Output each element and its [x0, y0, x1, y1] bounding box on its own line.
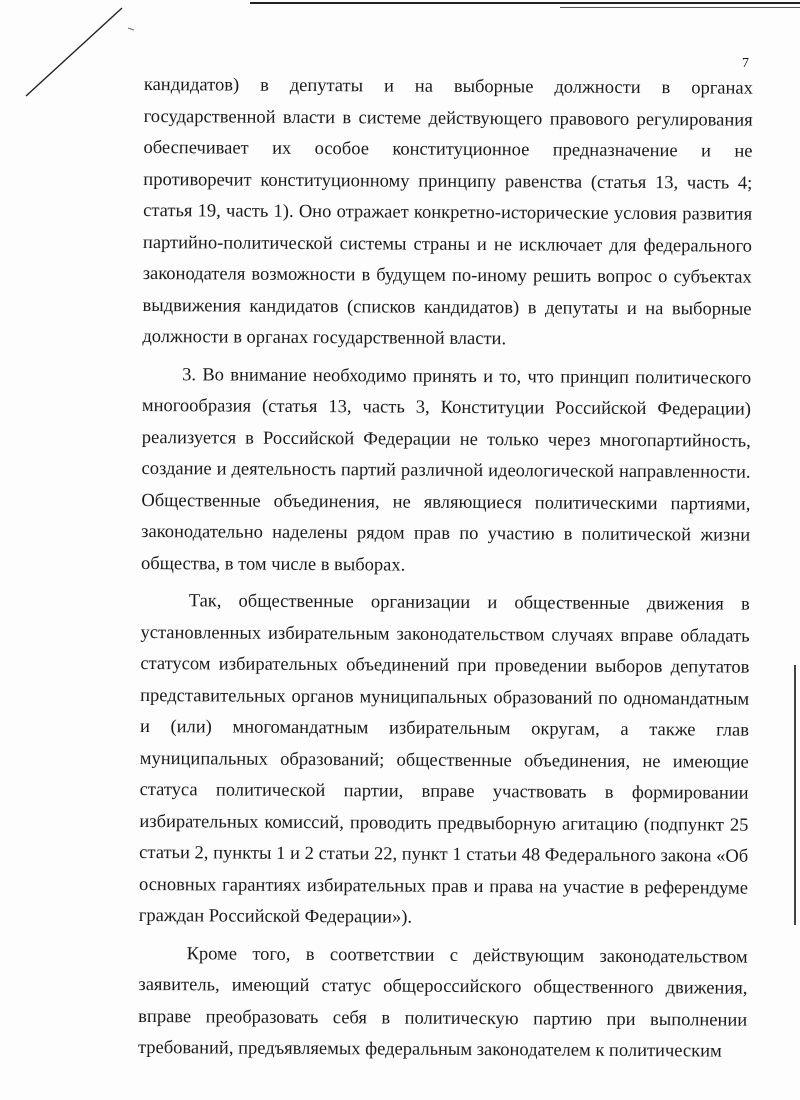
- document-body: [138, 70, 753, 1068]
- scan-artifact-top-line-secondary: [560, 7, 800, 8]
- paragraph-continuation: кандидатов) в депутаты и на выборные должности в органах государственной власти в системе действующего правового регулирования обеспечивает их особое конституционное предназначение и не противоречит конституционному принципу равенства (статья 13, часть 4; статья 19, часть 1). Оно отражает конкретно-исторические условия развития партийно-политической системы страны и не исключает для федерального законодателя возможности в будущем по-иному решить вопрос о субъектах выдвижения кандидатов (списков кандидатов) в депутаты и на выборные должности в органах государственной власти.: [142, 74, 753, 350]
- scan-artifact-top-line: [250, 2, 800, 4]
- paragraph-public-organizations: Так, общественные организации и общественные движения в установленных избирательным законодательством случаях вправе обладать статусом избирательных объединений при проведении выборов депутатов представительных органов муниципальных образований по одномандатным и (или) многомандатным избирательным округам, а также глав муниципальных образований; общественные объединения, не имеющие статуса политической партии, вправе участвовать в формировании избирательных комиссий, проводить предвыборную агитацию (подпункт 25 статьи 2, пункты 1 и 2 статьи 22, пункт 1 статьи 48 Федерального закона «Об основных гарантиях избирательных прав и права на участие в референдуме граждан Российской Федерации»).: [138, 591, 750, 928]
- page-number: 7: [742, 56, 749, 71]
- paragraph-point-3: 3. Во внимание необходимо принять и то, что принцип политического многообразия (статья 13, часть 3, Конституции Российской Федерации) реализуется в Российской Федерации не только через многопартийность, создание и деятельность партий различной идеологической направленности. Общественные объединения, не являющиеся политическими партиями, законодательно наделены рядом прав по участию в политической жизни общества, в том числе в выборах.: [140, 364, 752, 576]
- scan-artifact-diagonal-line: [10, 0, 150, 110]
- paragraph-moreover: Кроме того, в соответствии с действующим законодательством заявитель, имеющий статус общероссийского общественного движения, вправе преобразовать себя в политическую партию при выполнении требований, предъявляемых федеральным законодателем к политическим: [137, 943, 748, 1062]
- scan-artifact-right-edge: [794, 665, 796, 925]
